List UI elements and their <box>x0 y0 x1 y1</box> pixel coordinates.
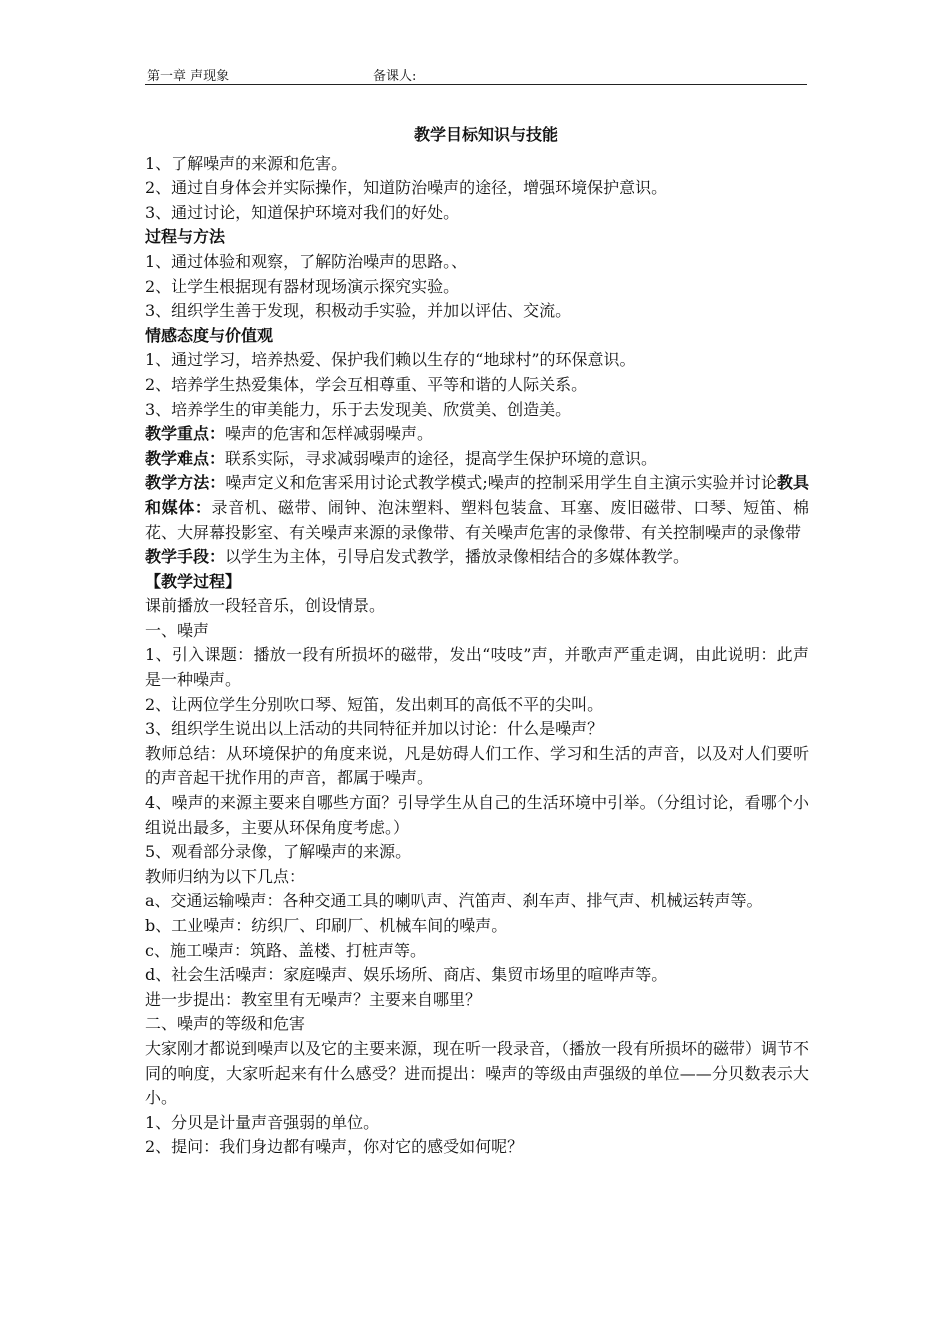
noise-type-item: a、交通运输噪声：各种交通工具的喇叭声、汽笛声、刹车声、排气声、机械运转声等。 <box>145 891 763 911</box>
teaching-means <box>145 545 809 570</box>
section-heading: 二、噪声的等级和危害 <box>145 1014 306 1034</box>
process-item: 3、组织学生善于发现，积极动手实验，并加以评估、交流。 <box>145 301 572 321</box>
method-label: 教学方法： <box>145 473 226 493</box>
page-header <box>145 62 807 85</box>
page-title: 教学目标知识与技能 <box>413 125 558 144</box>
means-label: 教学手段： <box>145 547 226 567</box>
body-paragraph: 4、噪声的来源主要来自哪些方面？引导学生从自己的生活环境中引举。（分组讨论，看哪个小组说出最多，主要从环保角度考虑。） <box>145 793 809 837</box>
noise-type-item: c、施工噪声：筑路、盖楼、打桩声等。 <box>145 940 426 960</box>
chapter-label: 第一章 声现象 <box>147 69 230 84</box>
body-paragraph: 教师总结：从环境保护的角度来说，凡是妨碍人们工作、学习和生活的声音，以及对人们要听的声音起干扰作用的声音，都属于噪声。 <box>145 743 809 788</box>
process-title: 【教学过程】 <box>145 571 242 591</box>
key-point-label: 教学重点： <box>145 424 226 444</box>
body-paragraph: 2、提问：我们身边都有噪声，你对它的感受如何呢？ <box>145 1137 524 1157</box>
section-heading: 一、噪声 <box>145 620 210 640</box>
difficulty-label: 教学难点： <box>145 448 226 468</box>
body-paragraph: 1、引入课题：播放一段有所损坏的磁带，发出“吱吱”声，并歌声严重走调，由此说明：此声是一种噪声。 <box>145 645 809 690</box>
knowledge-item: 2、通过自身体会并实际操作，知道防治噪声的途径，增强环境保护意识。 <box>145 178 668 198</box>
body-paragraph: 3、组织学生说出以上活动的共同特征并加以讨论：什么是噪声？ <box>145 719 604 739</box>
noise-type-item: b、工业噪声：纺织厂、印刷厂、机械车间的噪声。 <box>145 916 508 935</box>
tools-label: 教具和媒体： <box>145 473 809 517</box>
emotion-item: 1、通过学习，培养热爱、保护我们赖以生存的“地球村”的环保意识。 <box>145 350 636 370</box>
knowledge-item: 1、了解噪声的来源和危害。 <box>145 153 348 173</box>
method-text: 噪声定义和危害采用讨论式教学模式;噪声的控制采用学生自主演示实验并讨论 <box>225 473 777 493</box>
body-paragraph: 5、观看部分录像，了解噪声的来源。 <box>145 842 412 862</box>
key-point <box>145 422 809 447</box>
emotion-item: 2、培养学生热爱集体，学会互相尊重、平等和谐的人际关系。 <box>145 374 588 394</box>
process-item: 1、通过体验和观察，了解防治噪声的思路。、 <box>145 251 468 271</box>
body-paragraph: 大家刚才都说到噪声以及它的主要来源，现在听一段录音，（播放一段有所损坏的磁带）调节不同的响度，大家听起来有什么感受？进而提出：噪声的等级由声强级的单位——分贝数表示大小。 <box>145 1038 810 1108</box>
tools-text: 录音机、磁带、闹钟、泡沫塑料、塑料包装盒、耳塞、废旧磁带、口琴、短笛、棉花、大屏幕投影室、有关噪声来源的录像带、有关噪声危害的录像带、有关控制噪声的录像带 <box>145 497 809 542</box>
teaching-method <box>145 471 809 545</box>
body-paragraph: 课前播放一段轻音乐，创设情景。 <box>145 596 386 616</box>
noise-type-item: d、社会生活噪声：家庭噪声、娱乐场所、商店、集贸市场里的喧哗声等。 <box>145 965 668 985</box>
body-paragraph: 1、分贝是计量声音强弱的单位。 <box>145 1112 380 1132</box>
emotion-item: 3、培养学生的审美能力，乐于去发现美、欣赏美、创造美。 <box>145 399 572 419</box>
difficulty-text: 联系实际，寻求减弱噪声的途径，提高学生保护环境的意识。 <box>225 448 658 468</box>
difficulty <box>145 447 809 472</box>
body-paragraph: 进一步提出：教室里有无噪声？主要来自哪里？ <box>145 989 482 1009</box>
document-body <box>145 123 809 1160</box>
body-paragraph: 教师归纳为以下几点： <box>145 866 306 886</box>
means-text: 以学生为主体，引导启发式教学，播放录像相结合的多媒体教学。 <box>225 547 690 567</box>
preparer-label: 备课人: <box>373 69 417 84</box>
key-point-text: 噪声的危害和怎样减弱噪声。 <box>225 424 434 444</box>
process-heading: 过程与方法 <box>145 227 226 247</box>
body-paragraph: 2、让两位学生分别吹口琴、短笛，发出刺耳的高低不平的尖叫。 <box>145 694 604 714</box>
knowledge-item: 3、通过讨论，知道保护环境对我们的好处。 <box>145 202 460 222</box>
emotion-heading: 情感态度与价值观 <box>145 325 274 345</box>
process-item: 2、让学生根据现有器材现场演示探究实验。 <box>145 276 460 296</box>
